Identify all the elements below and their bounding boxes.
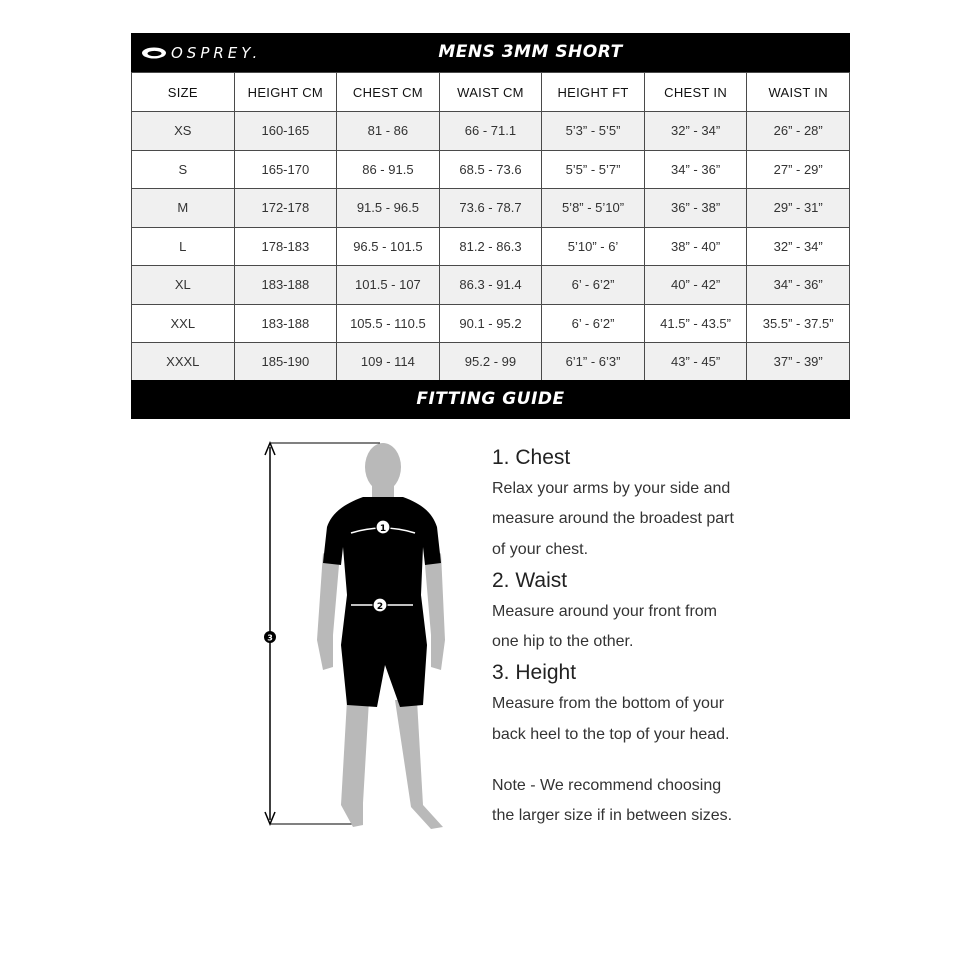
- wetsuit-figure-icon: [255, 435, 465, 840]
- table-cell: 81 - 86: [337, 112, 440, 151]
- table-cell: XXXL: [132, 343, 235, 382]
- table-cell: L: [132, 227, 235, 266]
- table-cell: 34” - 36”: [644, 150, 747, 189]
- waist-line: Measure around your front from: [492, 602, 717, 620]
- fitting-guide-text: [492, 442, 852, 832]
- table-cell: 178-183: [234, 227, 337, 266]
- table-cell: 183-188: [234, 266, 337, 305]
- table-cell: 185-190: [234, 343, 337, 382]
- table-cell: 5’3” - 5’5”: [542, 112, 645, 151]
- table-cell: 86 - 91.5: [337, 150, 440, 189]
- table-row: [132, 304, 850, 343]
- column-header: HEIGHT FT: [542, 73, 645, 112]
- brand-name: OSPREY.: [171, 43, 262, 62]
- column-header: HEIGHT CM: [234, 73, 337, 112]
- table-cell: 34” - 36”: [747, 266, 850, 305]
- table-header-row: [132, 73, 850, 112]
- table-cell: 86.3 - 91.4: [439, 266, 542, 305]
- chart-title: MENS 3MM SHORT: [438, 42, 623, 62]
- table-cell: 66 - 71.1: [439, 112, 542, 151]
- table-cell: 36” - 38”: [644, 189, 747, 228]
- table-row: [132, 150, 850, 189]
- table-cell: 81.2 - 86.3: [439, 227, 542, 266]
- fitting-guide-header: FITTING GUIDE: [131, 380, 850, 419]
- table-cell: XS: [132, 112, 235, 151]
- table-cell: 90.1 - 95.2: [439, 304, 542, 343]
- column-header: CHEST IN: [644, 73, 747, 112]
- column-header: SIZE: [132, 73, 235, 112]
- table-cell: 73.6 - 78.7: [439, 189, 542, 228]
- table-cell: 27” - 29”: [747, 150, 850, 189]
- table-cell: 26” - 28”: [747, 112, 850, 151]
- table-cell: 6’ - 6’2”: [542, 266, 645, 305]
- table-cell: 38” - 40”: [644, 227, 747, 266]
- table-row: [132, 343, 850, 382]
- height-heading: 3. Height: [492, 661, 577, 685]
- chest-line: of your chest.: [492, 540, 589, 558]
- table-cell: 105.5 - 110.5: [337, 304, 440, 343]
- table-cell: 37” - 39”: [747, 343, 850, 382]
- table-cell: 165-170: [234, 150, 337, 189]
- table-cell: S: [132, 150, 235, 189]
- table-row: [132, 112, 850, 151]
- note-line: the larger size if in between sizes.: [492, 807, 733, 825]
- table-cell: 5’10” - 6’: [542, 227, 645, 266]
- table-cell: 6’1” - 6’3”: [542, 343, 645, 382]
- table-cell: 40” - 42”: [644, 266, 747, 305]
- height-line: Measure from the bottom of your: [492, 695, 725, 713]
- table-cell: 96.5 - 101.5: [337, 227, 440, 266]
- table-cell: 41.5” - 43.5”: [644, 304, 747, 343]
- table-cell: 35.5” - 37.5”: [747, 304, 850, 343]
- column-header: WAIST CM: [439, 73, 542, 112]
- table-row: [132, 189, 850, 228]
- chest-line: measure around the broadest part: [492, 510, 734, 528]
- column-header: CHEST CM: [337, 73, 440, 112]
- table-cell: 101.5 - 107: [337, 266, 440, 305]
- table-cell: 183-188: [234, 304, 337, 343]
- table-row: [132, 227, 850, 266]
- waist-heading: 2. Waist: [492, 568, 568, 592]
- height-line: back heel to the top of your head.: [492, 725, 730, 743]
- table-cell: 32” - 34”: [747, 227, 850, 266]
- table-cell: 95.2 - 99: [439, 343, 542, 382]
- waist-line: one hip to the other.: [492, 633, 634, 651]
- marker-2: 2: [376, 602, 384, 612]
- chest-line: Relax your arms by your side and: [492, 480, 731, 497]
- table-cell: 91.5 - 96.5: [337, 189, 440, 228]
- table-cell: 160-165: [234, 112, 337, 151]
- chest-heading: 1. Chest: [492, 446, 571, 469]
- column-header: WAIST IN: [747, 73, 850, 112]
- table-cell: 172-178: [234, 189, 337, 228]
- table-cell: 32” - 34”: [644, 112, 747, 151]
- table-cell: 68.5 - 73.6: [439, 150, 542, 189]
- table-cell: M: [132, 189, 235, 228]
- table-cell: 109 - 114: [337, 343, 440, 382]
- table-cell: 6’ - 6’2”: [542, 304, 645, 343]
- table-cell: 5’5” - 5’7”: [542, 150, 645, 189]
- table-cell: 29” - 31”: [747, 189, 850, 228]
- marker-3: 3: [267, 633, 273, 643]
- table-cell: 43” - 45”: [644, 343, 747, 382]
- table-cell: XL: [132, 266, 235, 305]
- size-table: [131, 72, 850, 382]
- note-line: Note - We recommend choosing: [492, 777, 722, 795]
- table-row: [132, 266, 850, 305]
- marker-1: 1: [379, 524, 387, 534]
- table-cell: 5’8” - 5’10”: [542, 189, 645, 228]
- table-cell: XXL: [132, 304, 235, 343]
- chart-header: [131, 33, 850, 72]
